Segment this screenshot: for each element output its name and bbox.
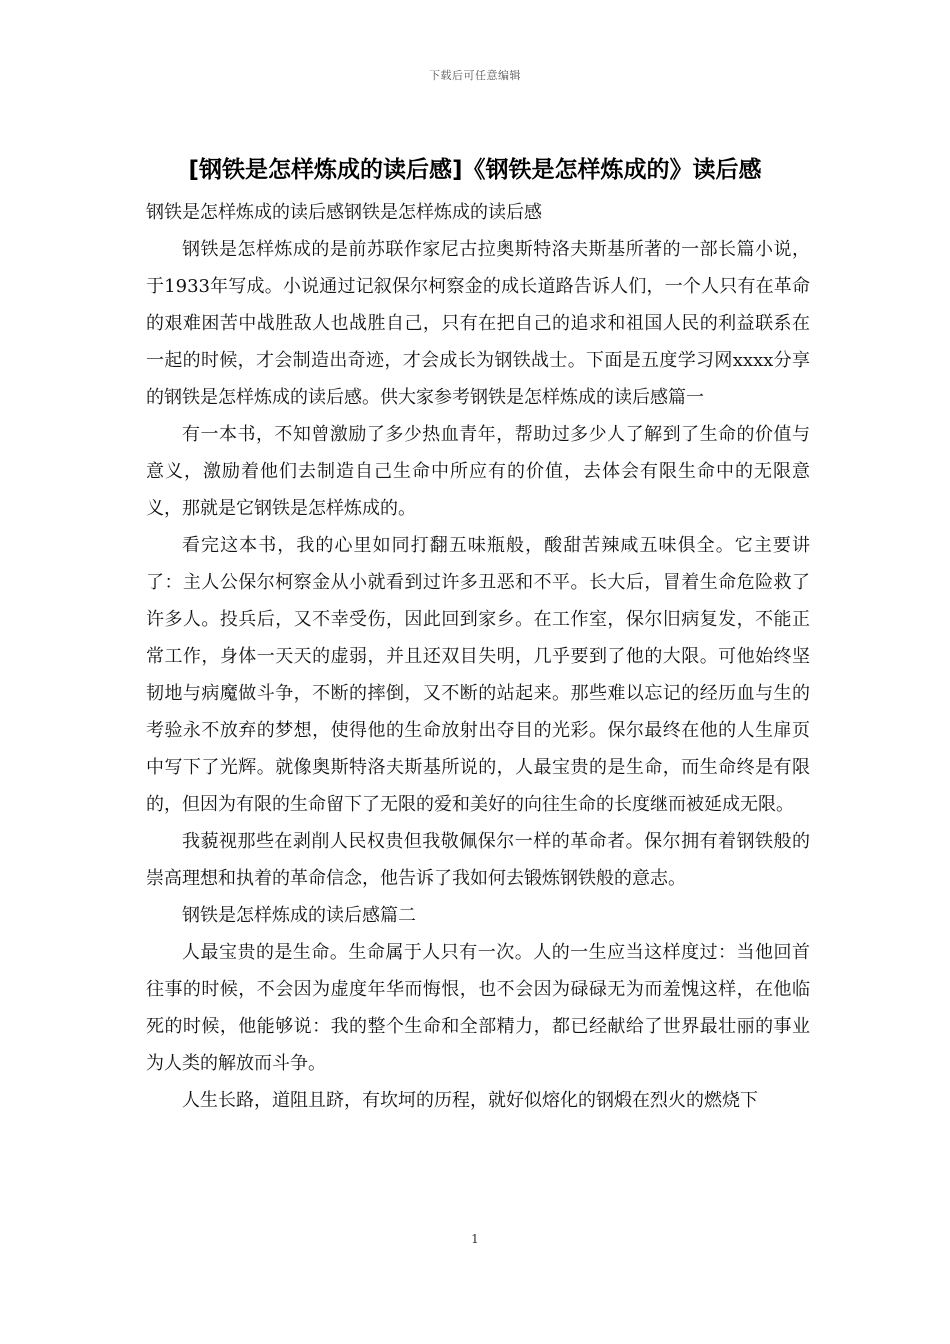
- paragraph-3: 看完这本书，我的心里如同打翻五味瓶般，酸甜苦辣咸五味俱全。它主要讲了：主人公保尔柯察金从小就看到过许多丑恶和不平。长大后，冒着生命危险救了许多人。投兵后，又不幸受伤，因此回到家乡。在工作室，保尔旧病复发，不能正常工作，身体一天天的虚弱，并且还双目失明，几乎要到了他的大限。可他始终坚韧地与病魔做斗争，不断的摔倒，又不断的站起来。那些难以忘记的经历血与生的考验永不放弃的梦想，使得他的生命放射出夺目的光彩。保尔最终在他的人生扉页中写下了光辉。就像奥斯特洛夫斯基所说的，人最宝贵的是生命，而生命终是有限的，但因为有限的生命留下了无限的爱和美好的向往生命的长度继而被延成无限。: [146, 535, 810, 815]
- paragraph-6: 人最宝贵的是生命。生命属于人只有一次。人的一生应当这样度过：当他回首往事的时候，不会因为虚度年华而悔恨，也不会因为碌碌无为而羞愧这样，在他临死的时候，他能够说：我的整个生命和全部精力，都已经献给了世界最壮丽的事业为人类的解放而斗争。: [146, 942, 810, 1074]
- paragraph-2: 有一本书，不知曾激励了多少热血青年，帮助过多少人了解到了生命的价值与意义，激励着他们去制造自己生命中所应有的价值，去体会有限生命中的无限意义，那就是它钢铁是怎样炼成的。: [146, 424, 810, 519]
- paragraph-7: 人生长路，道阻且跻，有坎坷的历程，就好似熔化的钢煅在烈火的燃烧下: [182, 1090, 758, 1111]
- page-header: 下载后可任意编辑: [429, 69, 521, 82]
- page-number: 1: [471, 1232, 479, 1246]
- document-body: [146, 194, 810, 1119]
- document-title: [钢铁是怎样炼成的读后感]《钢铁是怎样炼成的》读后感: [188, 157, 762, 183]
- paragraph-1: 钢铁是怎样炼成的是前苏联作家尼古拉奥斯特洛夫斯基所著的一部长篇小说，于1933年写成。小说通过记叙保尔柯察金的成长道路告诉人们，一个人只有在革命的艰难困苦中战胜敌人也战胜自己，只有在把自己的追求和祖国人民的利益联系在一起的时候，才会制造出奇迹，才会成长为钢铁战士。下面是五度学习网xxxx分享的钢铁是怎样炼成的读后感。供大家参考钢铁是怎样炼成的读后感篇一: [146, 239, 810, 408]
- paragraph-4: 我藐视那些在剥削人民权贵但我敬佩保尔一样的革命者。保尔拥有着钢铁般的崇高理想和执着的革命信念，他告诉了我如何去锻炼钢铁般的意志。: [146, 831, 810, 889]
- section-heading-2: 钢铁是怎样炼成的读后感篇二: [182, 905, 416, 926]
- intro-line: 钢铁是怎样炼成的读后感钢铁是怎样炼成的读后感: [146, 202, 542, 223]
